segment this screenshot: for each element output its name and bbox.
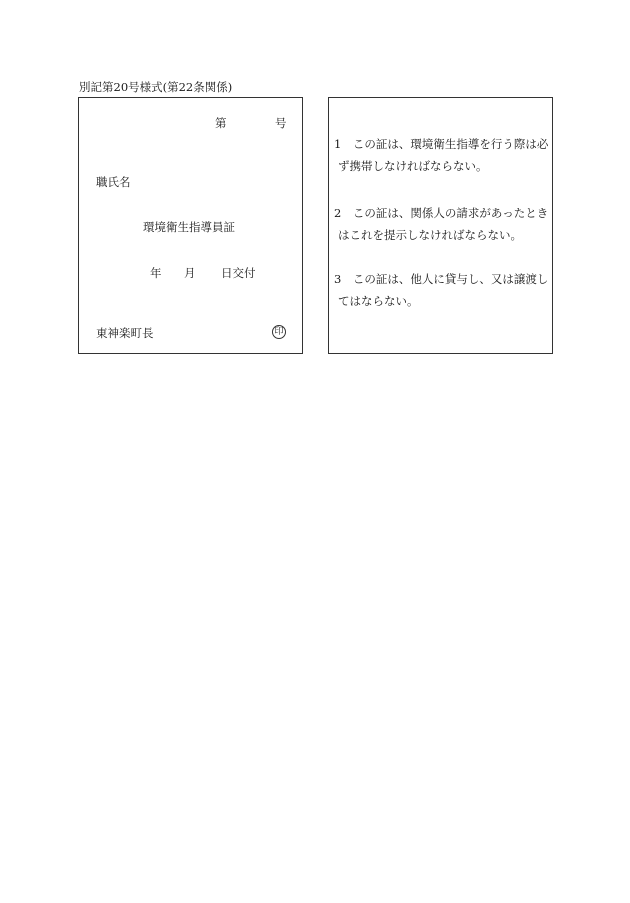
seal-icon: 印 [272,325,286,339]
date-year-label: 年 [150,266,162,280]
note-line: てはならない。 [338,294,419,308]
note-line: ず携帯しなければならない。 [338,159,488,173]
position-name-label: 職氏名 [96,175,131,189]
note-item [334,268,548,312]
id-card-back [328,97,553,354]
id-card-front [78,97,303,354]
note-line: はこれを提示しなければならない。 [338,228,522,242]
card-title: 環境衛生指導員証 [143,220,235,234]
note-line: 2 この証は、関係人の請求があったとき [334,206,549,220]
form-label: 別記第20号様式(第22条関係) [79,80,233,94]
date-month-label: 月 [184,266,196,280]
number-suffix: 号 [275,116,287,130]
note-line: 1 この証は、環境衛生指導を行う際は必 [334,137,549,151]
note-line: 3 この証は、他人に貸与し、又は譲渡し [334,272,549,286]
note-item [334,133,548,177]
issuer-name: 東神楽町長 [96,326,154,340]
number-prefix: 第 [215,116,227,130]
note-item [334,202,548,246]
date-day-issued-label: 日交付 [221,266,256,280]
